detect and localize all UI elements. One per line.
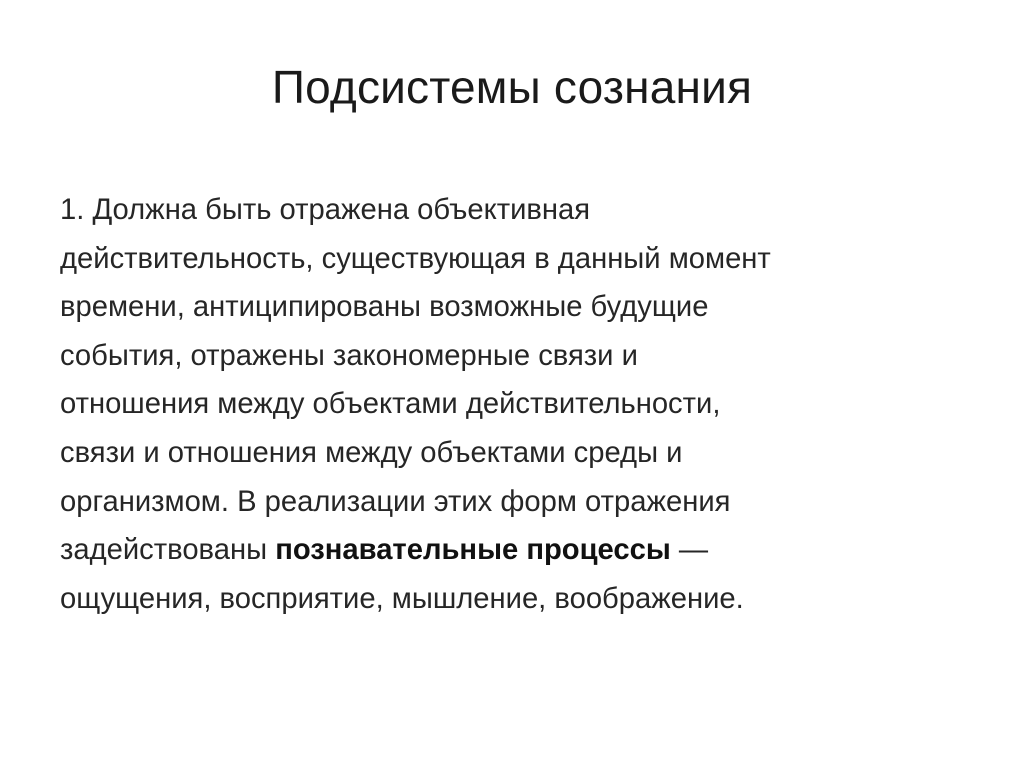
body-line: организмом. В реализации этих форм отражения: [60, 485, 731, 518]
body-line: события, отражены закономерные связи и: [60, 339, 638, 372]
body-line: связи и отношения между объектами среды и: [60, 436, 683, 469]
body-line: действительность, существующая в данный момент: [60, 242, 771, 275]
body-line: отношения между объектами действительности,: [60, 388, 721, 421]
body-line: 1. Должна быть отражена объективная: [60, 194, 591, 226]
body-line-text: задействованы: [60, 534, 276, 567]
body-line: времени, антиципированы возможные будущие: [60, 291, 709, 324]
slide-title: Подсистемы сознания: [271, 61, 753, 113]
body-line-with-emphasis: [60, 526, 960, 575]
body-line-text: —: [670, 534, 709, 567]
emphasis-cognitive-processes: познавательные процессы: [275, 534, 671, 567]
body-line: ощущения, восприятие, мышление, воображение.: [60, 582, 744, 615]
slide-body-text: [60, 186, 960, 623]
